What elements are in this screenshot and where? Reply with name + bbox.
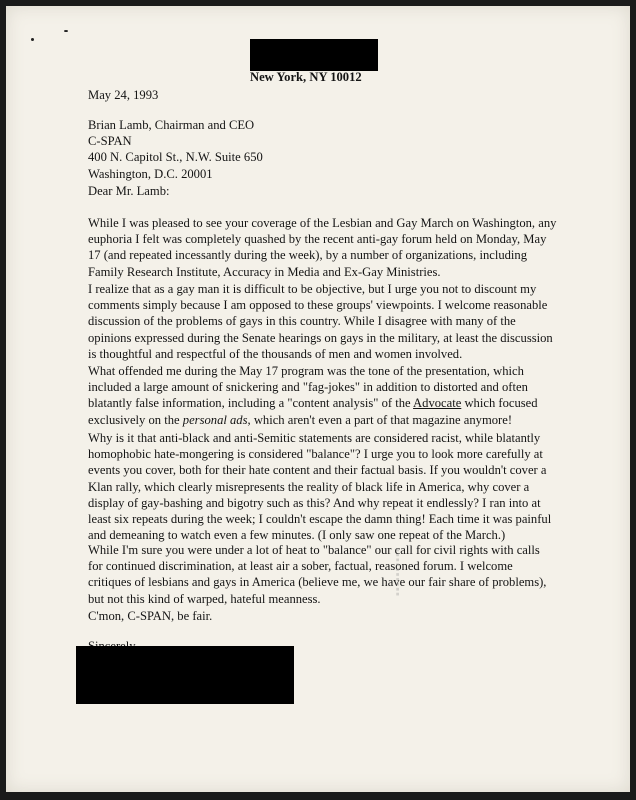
letterhead-redaction	[250, 39, 378, 71]
text-line: What offended me during the May 17 program was the tone of the presentation, which	[88, 364, 524, 378]
text-line: is thoughtful and respectful of the thousands of men and women involved.	[88, 346, 463, 361]
text-line: homophobic hate-mongering is considered "balance"? I urge you to look more carefully at	[88, 447, 543, 462]
recipient-line: 400 N. Capitol St., N.W. Suite 650	[88, 150, 263, 165]
advocate-title: Advocate	[413, 396, 462, 411]
text-line: opinions expressed during the Senate hearings on gays in the military, at least the discussion	[88, 330, 553, 345]
text-line: discussion of the problems of gays in this country. While I disagree with many of the	[88, 314, 516, 329]
text-line: least six repeats during the week; I couldn't escape the damn thing! Each time it was painful	[88, 512, 552, 527]
text-line: critiques of lesbians and gays in America (believe me, we have our fair share of problems),	[88, 575, 547, 590]
text-line: 17 (and repeated incessantly during the week), by a number of organizations, including	[88, 248, 528, 263]
text-line: but not this kind of warped, hateful meanness.	[88, 591, 321, 606]
text-line	[88, 395, 558, 411]
text-line: euphoria I felt was completely quashed by the recent anti-gay forum held on Monday, May	[88, 232, 547, 247]
text-line: While I'm sure you were under a lot of heat to "balance" our call for civil rights with calls	[88, 543, 540, 557]
paragraph-5	[88, 542, 558, 607]
paragraph-4	[88, 430, 558, 543]
salutation: Dear Mr. Lamb:	[88, 184, 170, 198]
text-segment: exclusively on the	[88, 412, 183, 427]
text-line: and demeaning to watch even a few minutes. (I only saw one repeat of the March.)	[88, 528, 506, 543]
personal-ads-emphasis: personal ads	[182, 412, 248, 427]
text-line: included a large amount of snickering and "fag-jokes" in addition to distorted and often	[88, 380, 528, 395]
text-segment: blatantly false information, including a "content analysis" of the	[88, 396, 414, 411]
recipient-line: C-SPAN	[88, 134, 132, 149]
paper-speck	[64, 30, 68, 32]
text-segment: which focused	[461, 396, 538, 411]
paragraph-6: C'mon, C-SPAN, be fair.	[88, 609, 213, 623]
text-line: While I was pleased to see your coverage of the Lesbian and Gay March on Washington, any	[88, 216, 557, 230]
text-segment: , which aren't even a part of that magazine anymore!	[247, 412, 513, 427]
text-line: Klan rally, which clearly misrepresents the reality of black life in America, why cover a	[88, 479, 530, 494]
signature-redaction	[76, 646, 294, 704]
text-line: for continued discrimination, at least air a sober, factual, reasoned forum. I welcome	[88, 559, 513, 574]
paragraph-2	[88, 281, 558, 362]
recipient-address	[88, 117, 558, 182]
recipient-line: Washington, D.C. 20001	[88, 166, 213, 181]
letter-date: May 24, 1993	[88, 88, 159, 102]
text-line: display of gay-bashing and bigotry such as this? And why repeat it endlessly? I ran into at	[88, 495, 541, 510]
text-line	[88, 412, 558, 428]
text-line: Family Research Institute, Accuracy in Media and Ex-Gay Ministries.	[88, 264, 441, 279]
recipient-line: Brian Lamb, Chairman and CEO	[88, 118, 255, 132]
faint-archive-stamp: ▪▪▪▪▪▪▪▪▪▪	[392, 547, 404, 596]
paragraph-3	[88, 363, 558, 428]
letter-page	[6, 6, 630, 792]
paper-speck	[31, 38, 34, 41]
letterhead-city-line: New York, NY 10012	[250, 70, 362, 84]
text-line: I realize that as a gay man it is difficult to be objective, but I urge you not to discount my	[88, 282, 537, 296]
text-line: comments simply because I am opposed to these groups' viewpoints. I welcome reasonable	[88, 298, 548, 313]
paragraph-1	[88, 215, 558, 280]
text-line: Why is it that anti-black and anti-Semitic statements are considered racist, while blatantly	[88, 431, 541, 445]
text-line: events you cover, both for their hate content and their factual basis. If you wouldn't cover a	[88, 463, 547, 478]
